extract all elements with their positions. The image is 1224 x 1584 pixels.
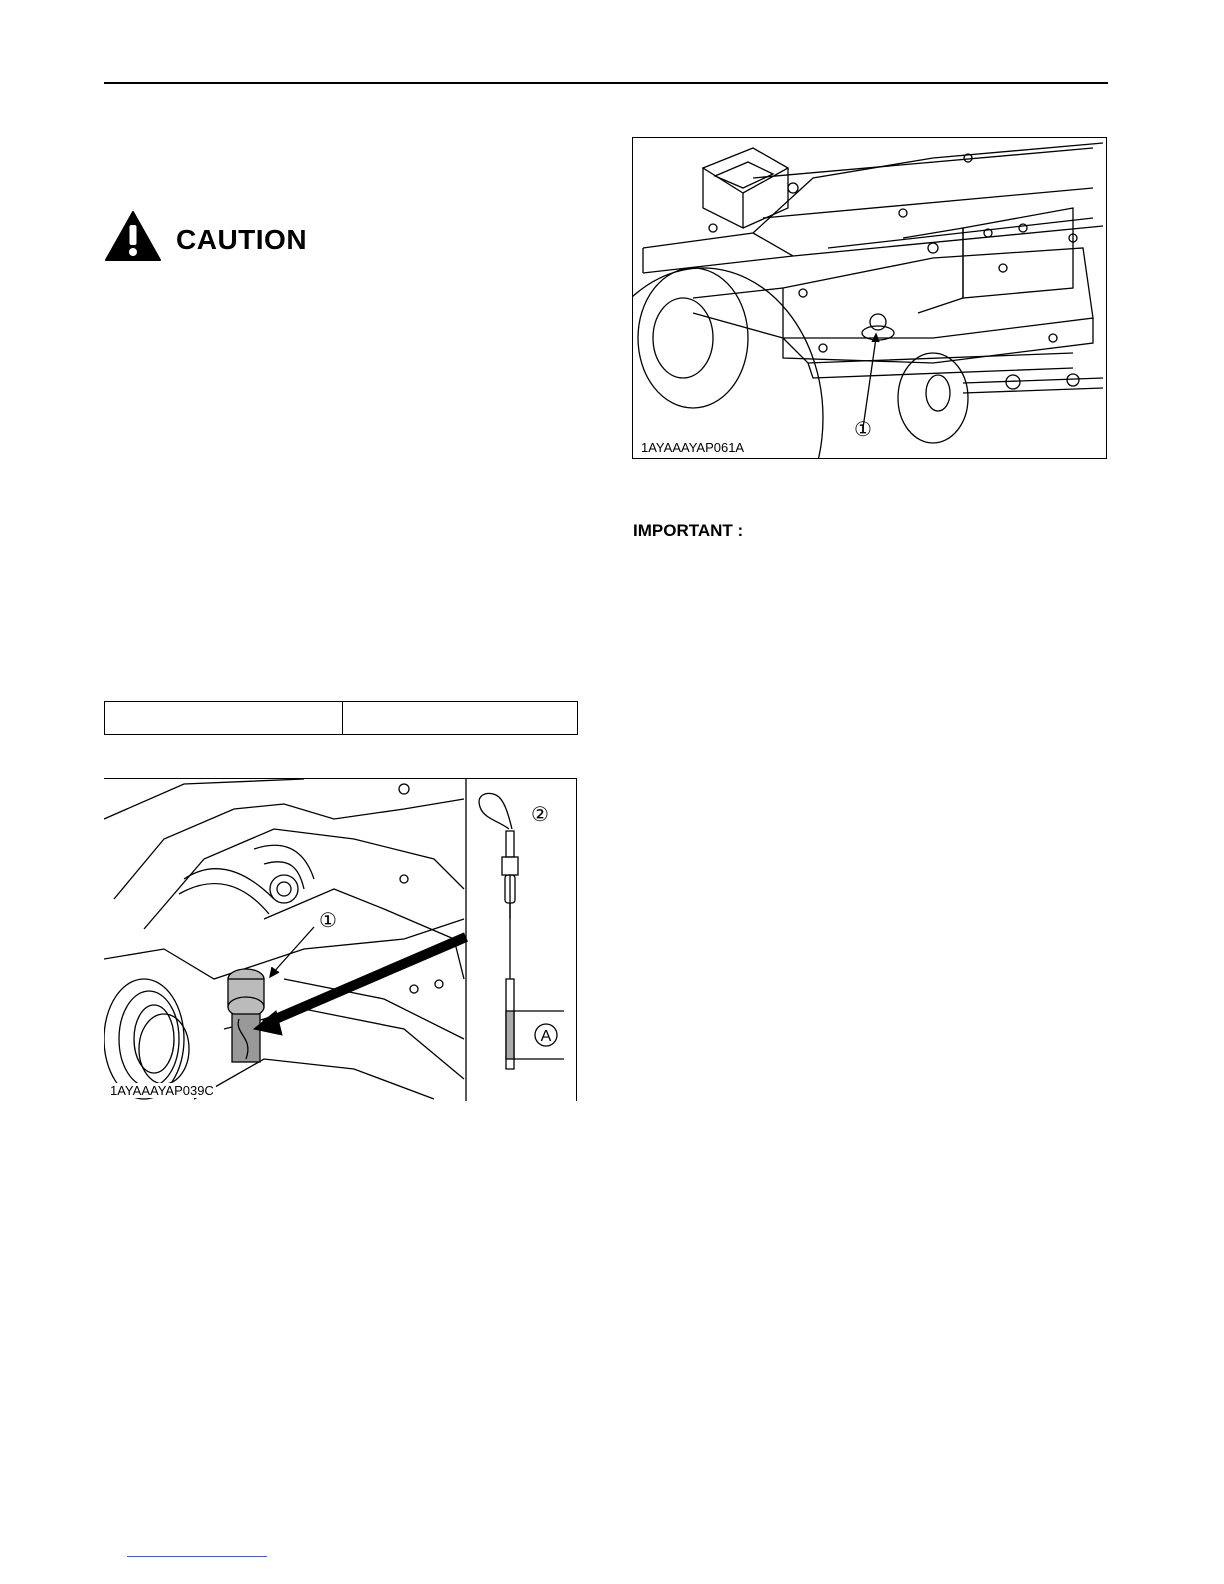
callout-a: A [540, 1028, 552, 1045]
footer-link-underline[interactable] [127, 1556, 267, 1557]
caution-heading [104, 210, 344, 266]
figure-engine-dipstick [104, 778, 577, 1101]
caution-label: CAUTION [176, 224, 308, 255]
spec-cell-left [105, 702, 343, 735]
figure-caption: 1AYAAAYAP039C [110, 1083, 214, 1098]
figure-underside-drain-plug [632, 137, 1107, 459]
header-rule [104, 82, 1108, 84]
important-label: IMPORTANT : [633, 521, 744, 540]
warning-triangle-icon [104, 210, 162, 262]
spec-cell-right [343, 702, 578, 735]
figure-caption: 1AYAAAYAP061A [641, 440, 745, 455]
underside-illustration [633, 138, 1106, 458]
callout-1: ① [854, 419, 872, 441]
callout-1: ① [319, 910, 337, 932]
spec-table [104, 701, 578, 735]
callout-2: ② [531, 804, 549, 826]
engine-illustration [104, 779, 576, 1101]
